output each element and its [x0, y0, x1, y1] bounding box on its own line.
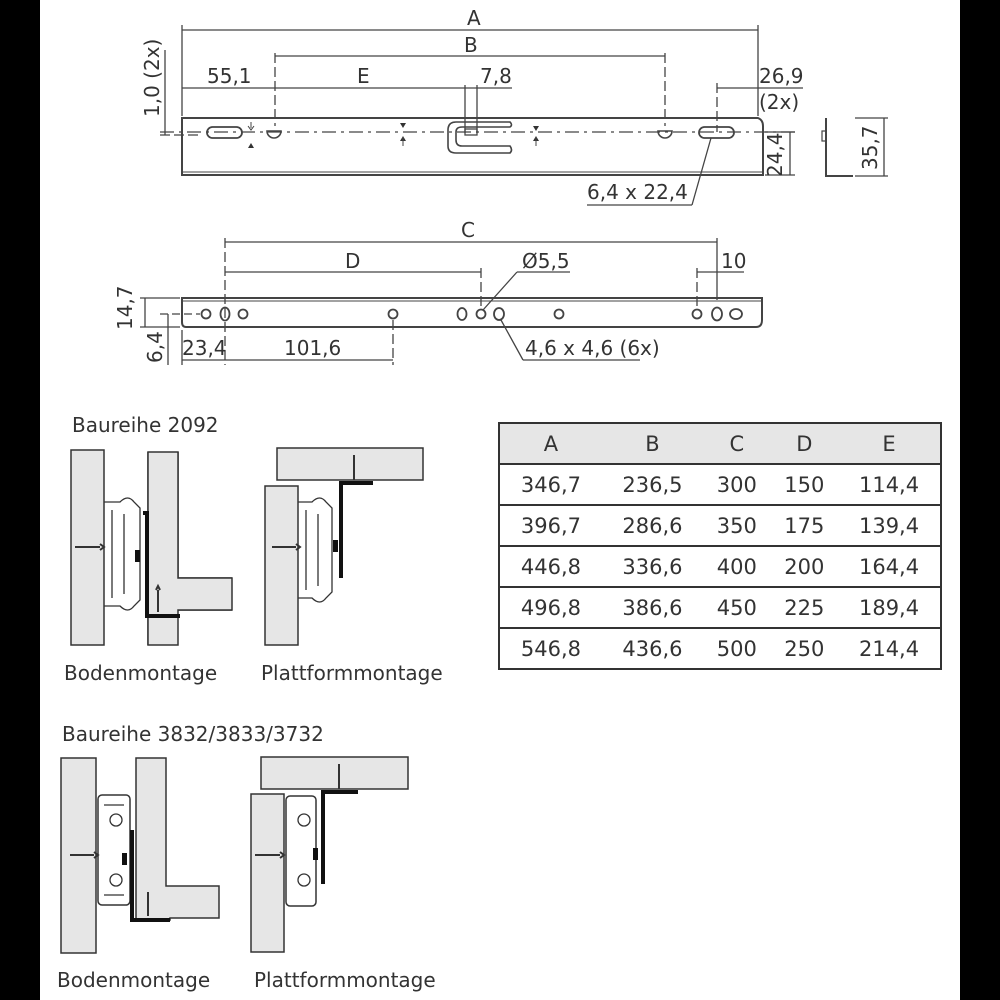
table-row: [499, 464, 941, 505]
table-row: [499, 628, 941, 669]
dim-label-e: E: [357, 64, 370, 88]
bottom-rail-view: [140, 238, 762, 365]
series-2092-caption-plattform: Plattformmontage: [261, 661, 443, 685]
series-2092-title: Baureihe 2092: [72, 413, 219, 437]
series-2092-caption-boden: Bodenmontage: [64, 661, 218, 685]
dim-label-d: D: [345, 249, 361, 273]
table-header-row: [499, 423, 941, 464]
table-cell: 446,8: [499, 546, 602, 587]
column-header-e: E: [838, 423, 941, 464]
table-cell: 150: [771, 464, 838, 505]
table-cell: 450: [703, 587, 770, 628]
dim-1-0: 1,0 (2x): [140, 38, 164, 117]
dim-slot-size: 6,4 x 22,4: [587, 180, 688, 204]
dim-label-a: A: [467, 6, 481, 30]
table-cell: 496,8: [499, 587, 602, 628]
series-3832-caption-boden: Bodenmontage: [57, 968, 211, 992]
dim-label-c: C: [461, 218, 475, 242]
dim-7-8: 7,8: [480, 64, 512, 88]
table-cell: 200: [771, 546, 838, 587]
table-cell: 336,6: [602, 546, 703, 587]
table-cell: 250: [771, 628, 838, 669]
table-cell: 386,6: [602, 587, 703, 628]
table-cell: 286,6: [602, 505, 703, 546]
table-cell: 236,5: [602, 464, 703, 505]
table-cell: 214,4: [838, 628, 941, 669]
table-row: [499, 505, 941, 546]
dim-101-6: 101,6: [284, 336, 342, 360]
column-header-b: B: [602, 423, 703, 464]
table-cell: 400: [703, 546, 770, 587]
table-cell: 396,7: [499, 505, 602, 546]
mount-2092-boden: [71, 450, 232, 645]
table-cell: 500: [703, 628, 770, 669]
dim-26-9: 26,9: [759, 64, 804, 88]
table-row: [499, 587, 941, 628]
mount-3832-plattform: [251, 757, 408, 952]
table-cell: 436,6: [602, 628, 703, 669]
column-header-a: A: [499, 423, 602, 464]
series-3832-caption-plattform: Plattformmontage: [254, 968, 436, 992]
dim-26-9-count: (2x): [759, 90, 800, 114]
table-cell: 189,4: [838, 587, 941, 628]
dim-24-4: 24,4: [763, 132, 787, 177]
top-rail-view: [160, 25, 888, 205]
table-cell: 300: [703, 464, 770, 505]
table-cell: 175: [771, 505, 838, 546]
table-cell: 546,8: [499, 628, 602, 669]
column-header-d: D: [771, 423, 838, 464]
dim-square-holes: 4,6 x 4,6 (6x): [525, 336, 660, 360]
table-cell: 346,7: [499, 464, 602, 505]
dim-10: 10: [721, 249, 747, 273]
table-cell: 114,4: [838, 464, 941, 505]
dimensions-table: [498, 422, 942, 670]
dim-14-7: 14,7: [113, 285, 137, 330]
dim-35-7: 35,7: [858, 125, 882, 170]
series-3832-title: Baureihe 3832/3833/3732: [62, 722, 324, 746]
mount-3832-boden: [61, 758, 219, 953]
table-cell: 139,4: [838, 505, 941, 546]
dim-6-4: 6,4: [143, 331, 167, 363]
mount-2092-plattform: [265, 448, 423, 645]
dim-label-b: B: [464, 33, 478, 57]
dim-55-1: 55,1: [207, 64, 252, 88]
table-cell: 225: [771, 587, 838, 628]
column-header-c: C: [703, 423, 770, 464]
table-row: [499, 546, 941, 587]
table-cell: 350: [703, 505, 770, 546]
dim-hole-diameter: Ø5,5: [522, 249, 570, 273]
dim-23-4: 23,4: [182, 336, 227, 360]
table-cell: 164,4: [838, 546, 941, 587]
